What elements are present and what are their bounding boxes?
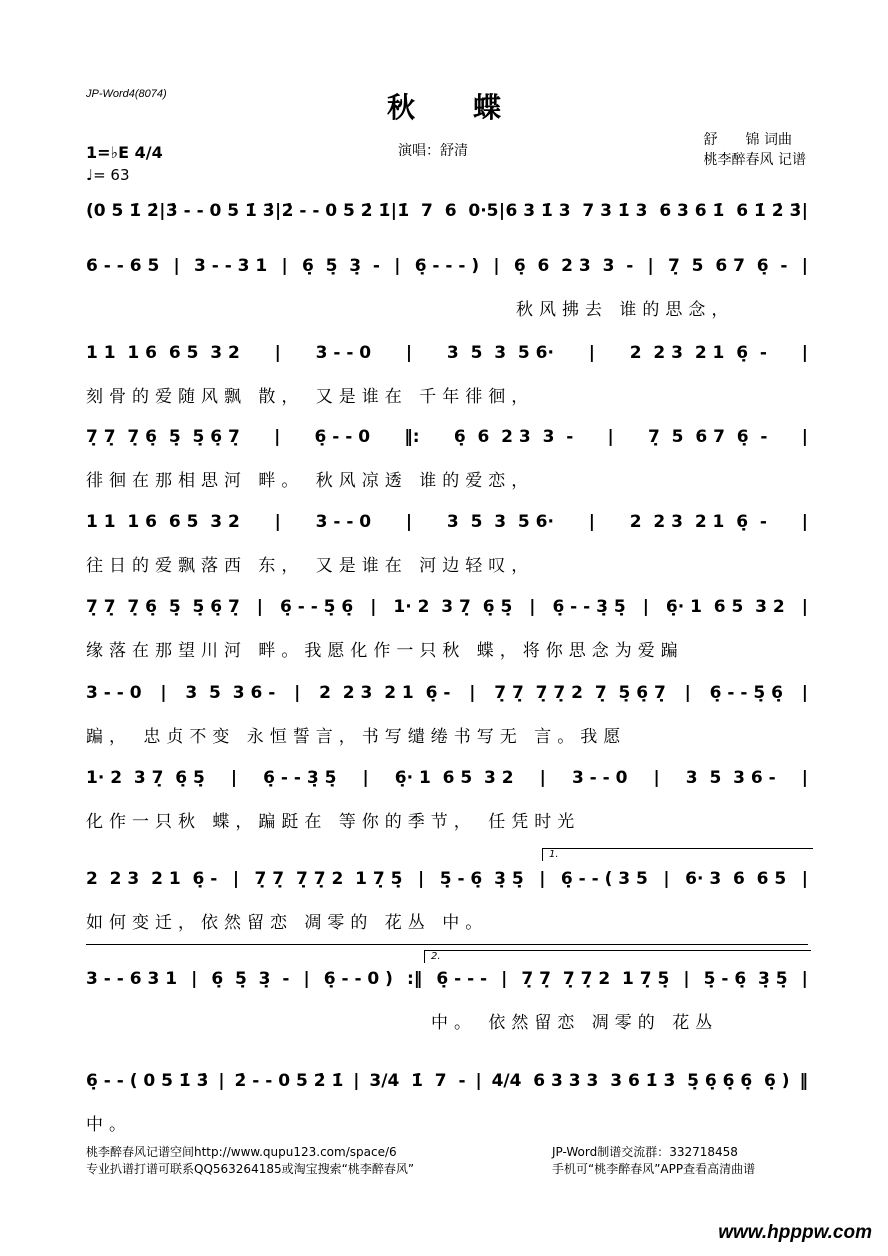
barline: |: [232, 869, 240, 889]
measure: 2 2 3 2 1 6̣ -: [629, 343, 767, 363]
notation-line: [86, 340, 808, 366]
measure: 6̣ 6 2 3 3 -: [513, 256, 634, 276]
footer-right-2: 手机可“桃李醉春风”APP查看高清曲谱: [552, 1162, 756, 1176]
barline: |: [498, 201, 506, 221]
measure: 1· 2 3 7̣ 6̣ 5̣: [393, 597, 513, 617]
barline: |: [801, 256, 808, 276]
barline: |: [529, 597, 536, 617]
measure: 7̣ 7̣ 7̣ 7̣ 2 1 7̣ 5̣: [521, 969, 670, 989]
lyric-line: 蹁， 忠贞不变 永恒誓言，书写缱绻书写无 言。我愿: [86, 727, 627, 747]
barline: |: [394, 256, 401, 276]
barline: |: [230, 768, 238, 788]
measure: 3 5 3 6 -: [685, 768, 776, 788]
barline: |: [647, 256, 654, 276]
notation-line: [86, 680, 808, 706]
barline: |: [801, 512, 808, 532]
measure: 3 - - 0: [315, 512, 372, 532]
second-ending-label: 2.: [431, 951, 441, 962]
measure: 6̣ - - ( 3 5: [560, 869, 648, 889]
barline: |: [274, 343, 281, 363]
barline: |: [303, 969, 310, 989]
barline: |: [801, 201, 808, 221]
measure: 6̣ - - 3̣ 5̣: [552, 597, 626, 617]
measure: 1̇ 7 6 0·5: [397, 201, 499, 221]
barline: |: [539, 869, 546, 889]
ending-divider: [86, 944, 808, 945]
barline: ‖:: [404, 427, 420, 447]
barline: |: [281, 256, 288, 276]
measure: 6̣ - - 0: [314, 427, 371, 447]
barline: |: [501, 969, 508, 989]
score-row: [86, 198, 808, 224]
barline: |: [417, 869, 425, 889]
first-ending-label: 1.: [549, 849, 559, 860]
barline: |: [275, 201, 282, 221]
barline: |: [405, 512, 413, 532]
measure: 6̣ - - - ): [414, 256, 480, 276]
notation-line: [86, 1068, 808, 1094]
tempo-marking: ♩= 63: [86, 166, 130, 184]
footer-left-1: 桃李醉春风记谱空间http://www.qupu123.com/space/6: [86, 1145, 397, 1159]
lyric-line: 徘徊在那相思河 畔。 秋风凉透 谁的爱恋，: [86, 471, 535, 491]
barline: |: [588, 512, 595, 532]
notation-line: [86, 253, 808, 279]
barline: |: [607, 427, 614, 447]
measure: 6̣ - - 5̣ 6̣: [709, 683, 783, 703]
footer-right-1: JP-Word制谱交流群：332718458: [552, 1145, 738, 1159]
notation-line: [86, 866, 808, 892]
score-row: [86, 594, 808, 661]
first-ending-bracket: [542, 848, 813, 861]
measure: 5̣ - 6̣ 3̣ 5̣: [439, 869, 524, 889]
measure: 4/4 6 3 3 3 3 6 1̇ 3̇ 5̣ 6̣ 6̣ 6̣ 6̣ ): [491, 1071, 790, 1091]
barline: |: [294, 683, 301, 703]
barline: :‖: [406, 969, 423, 989]
measure: 3 - - 3 1: [193, 256, 268, 276]
measure: 6̣ 5̣ 3̣ -: [211, 969, 290, 989]
measure: 1· 2 3 7̣ 6̣ 5̣: [86, 768, 205, 788]
measure: 2 2 3 2 1 6̣ -: [319, 683, 451, 703]
measure: 6 - - 6 5: [86, 256, 160, 276]
barline: |: [173, 256, 180, 276]
barline: |: [801, 427, 808, 447]
measure: 7̣ 5 6 7 6̣ -: [667, 256, 788, 276]
measure: 6̣ - - -: [436, 969, 488, 989]
measure: 3 - - 0: [315, 343, 372, 363]
song-title: 秋蝶: [386, 91, 559, 124]
score-row: [86, 253, 808, 320]
barline: ‖: [799, 1071, 808, 1091]
score-row: [86, 1068, 808, 1135]
measure: 2 2 3 2 1 6̣ -: [629, 512, 767, 532]
barline: |: [642, 597, 649, 617]
score-row: [86, 509, 808, 576]
lyric-line: 化作一只秋 蝶，蹁跹在 等你的季节， 任凭时光: [86, 812, 581, 832]
software-watermark: JP-Word4(8074): [86, 88, 167, 100]
measure: 7̣ 7̣ 7̣ 6̣ 5̣ 5̣ 6̣ 7̣: [86, 597, 240, 617]
measure: 3̇ - - 0 5 1̇ 3̇: [165, 201, 275, 221]
credits: [704, 130, 806, 170]
lyric-line: 秋风拂去 谁的思念，: [516, 300, 735, 320]
barline: |: [405, 343, 413, 363]
lyric-line: 中。 依然留恋 凋零的 花丛: [431, 1013, 719, 1033]
site-logo: www.hpppw.com: [718, 1222, 872, 1243]
lyric-line: 刻骨的爱随风飘 散， 又是谁在 千年徘徊，: [86, 387, 535, 407]
score-row: [86, 680, 808, 747]
barline: |: [475, 1071, 482, 1091]
score-row: [86, 424, 808, 491]
barline: |: [370, 597, 377, 617]
barline: |: [160, 683, 167, 703]
barline: |: [390, 201, 397, 221]
barline: |: [801, 969, 808, 989]
barline: |: [469, 683, 476, 703]
measure: 7̣ 5 6 7 6̣ -: [647, 427, 768, 447]
notation-line: [86, 966, 808, 992]
transcriber: 桃李醉春风 记谱: [703, 152, 806, 168]
barline: |: [684, 683, 691, 703]
singer: 演唱：舒清: [398, 143, 468, 159]
notation-line: [86, 765, 808, 791]
measure: 3 5 3 5 6·: [446, 343, 554, 363]
barline: |: [801, 343, 808, 363]
key-signature: 1=♭E 4/4: [86, 143, 163, 162]
measure: 2̇ - - 0 5 2̇ 1̇: [234, 1071, 344, 1091]
barline: |: [191, 969, 198, 989]
measure: 7̣ 7̣ 7̣ 6̣ 5̣ 5̣ 6̣ 7̣: [86, 427, 240, 447]
lyric-line: 如何变迁，依然留恋 凋零的 花丛 中。: [86, 913, 489, 933]
measure: 6̣ 5̣ 3̣ -: [301, 256, 380, 276]
measure: 2 2 3 2 1 6̣ -: [86, 869, 218, 889]
lyric-line: 往日的爱飘落西 东， 又是谁在 河边轻叹，: [86, 556, 535, 576]
notation-line: [86, 424, 808, 450]
footer-left-2: 专业扒谱打谱可联系QQ563264185或淘宝搜索“桃李醉春风”: [86, 1162, 415, 1176]
measure: 5̣ - 6̣ 3̣ 5̣: [703, 969, 788, 989]
barline: |: [274, 512, 281, 532]
notation-line: [86, 198, 808, 224]
measure: 6̣· 1 6 5 3 2: [665, 597, 785, 617]
measure: 3 - - 0: [86, 683, 142, 703]
score-row: [86, 866, 808, 933]
measure: 6· 3 6 6 5: [685, 869, 787, 889]
measure: (0 5 1̇ 2̇: [86, 201, 159, 221]
barline: |: [353, 1071, 360, 1091]
barline: |: [801, 597, 808, 617]
barline: |: [801, 683, 808, 703]
measure: 1 1 1 6 6 5 3 2: [86, 343, 240, 363]
lyric-line: 中。: [86, 1115, 132, 1135]
barline: |: [801, 768, 808, 788]
measure: 6 3 1̇ 3 7 3 1̇ 3 6 3 6 1̇ 6 1̇ 2̇ 3̇: [505, 201, 802, 221]
measure: 3/4 1̇ 7 -: [369, 1071, 466, 1091]
barline: |: [362, 768, 369, 788]
measure: 6̣ 6 2 3 3 -: [453, 427, 574, 447]
score-row: [86, 765, 808, 832]
measure: 3 - - 0: [571, 768, 628, 788]
lyric-line: 缘落在那望川河 畔。我愿化作一只秋 蝶，将你思念为爱蹁: [86, 641, 684, 661]
barline: |: [663, 869, 670, 889]
measure: 3 5 3 5 6·: [446, 512, 554, 532]
measure: 6̣ - - ( 0 5 1̇ 3̇: [86, 1071, 209, 1091]
measure: 6̣· 1 6 5 3 2: [394, 768, 514, 788]
barline: |: [539, 768, 546, 788]
second-ending-bracket: [424, 950, 811, 963]
measure: 2̇ - - 0 5 2̇ 1̇: [281, 201, 391, 221]
barline: |: [588, 343, 595, 363]
barline: |: [801, 869, 808, 889]
lyricist-composer: 舒 锦 词曲: [703, 132, 792, 148]
score-row: [86, 966, 808, 1033]
score-row: [86, 340, 808, 407]
barline: |: [274, 427, 281, 447]
measure: 1 1 1 6 6 5 3 2: [86, 512, 240, 532]
barline: |: [218, 1071, 225, 1091]
measure: 3 - - 6 3 1: [86, 969, 178, 989]
barline: |: [493, 256, 500, 276]
barline: |: [256, 597, 264, 617]
measure: 7̣ 7̣ 7̣ 7̣ 2 7̣ 5̣ 6̣ 7̣: [494, 683, 666, 703]
measure: 6̣ - - 3̣ 5̣: [263, 768, 337, 788]
measure: 3 5 3 6 -: [185, 683, 276, 703]
measure: 6̣ - - 5̣ 6̣: [279, 597, 354, 617]
measure: 6̣ - - 0 ): [323, 969, 393, 989]
barline: |: [653, 768, 660, 788]
measure: 7̣ 7̣ 7̣ 7̣ 2 1 7̣ 5̣: [254, 869, 403, 889]
notation-line: [86, 509, 808, 535]
notation-line: [86, 594, 808, 620]
barline: |: [683, 969, 690, 989]
barline: |: [159, 201, 166, 221]
